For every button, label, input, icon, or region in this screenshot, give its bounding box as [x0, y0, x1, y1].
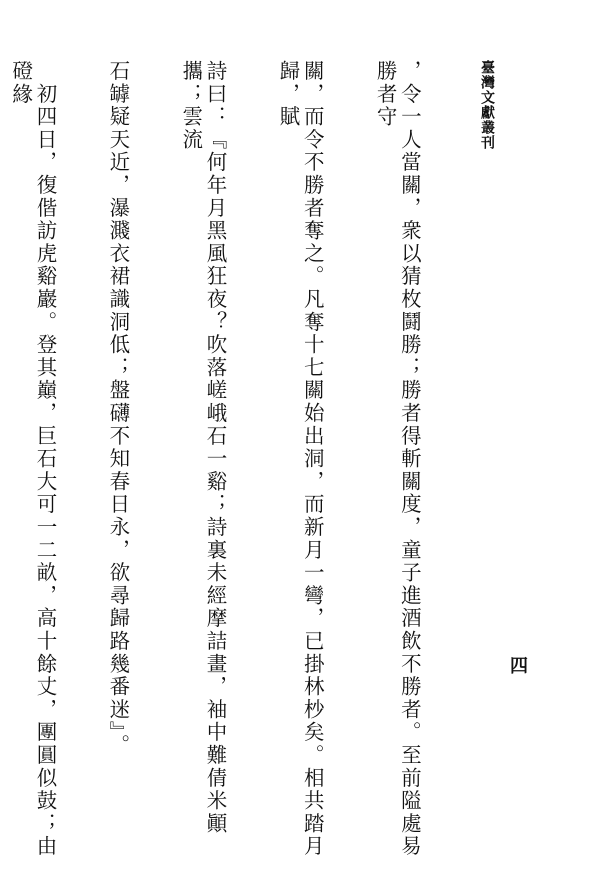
text-column: 關，而令不勝者奪之。凡奪十七關始出洞，而新月一彎，已掛林杪矣。相共踏月歸，賦	[275, 60, 325, 858]
text-column: 初四日，復偕訪虎谿巖。登其巔，巨石大可一二畝，高十餘丈，團圓似鼓；由磴緣	[8, 60, 57, 858]
text-column: 石罅疑天近，瀑濺衣裙識洞低；盤礴不知春日永，欲尋歸路幾番迷』。	[105, 60, 130, 757]
text-column: 詩曰：『何年月黑風狂夜？吹落嵯峨石一谿；詩裏未經摩詰畫，袖中難倩米顚攜；雲流	[178, 60, 228, 836]
text-column: ，令一人當關，衆以猜枚鬪勝；勝者得斬關度，童子進酒飲不勝者。至前隘處易勝者守	[373, 60, 422, 858]
page-number: 四	[510, 656, 528, 677]
journal-title: 臺灣文獻叢刊	[479, 60, 495, 150]
body-text	[8, 60, 470, 860]
